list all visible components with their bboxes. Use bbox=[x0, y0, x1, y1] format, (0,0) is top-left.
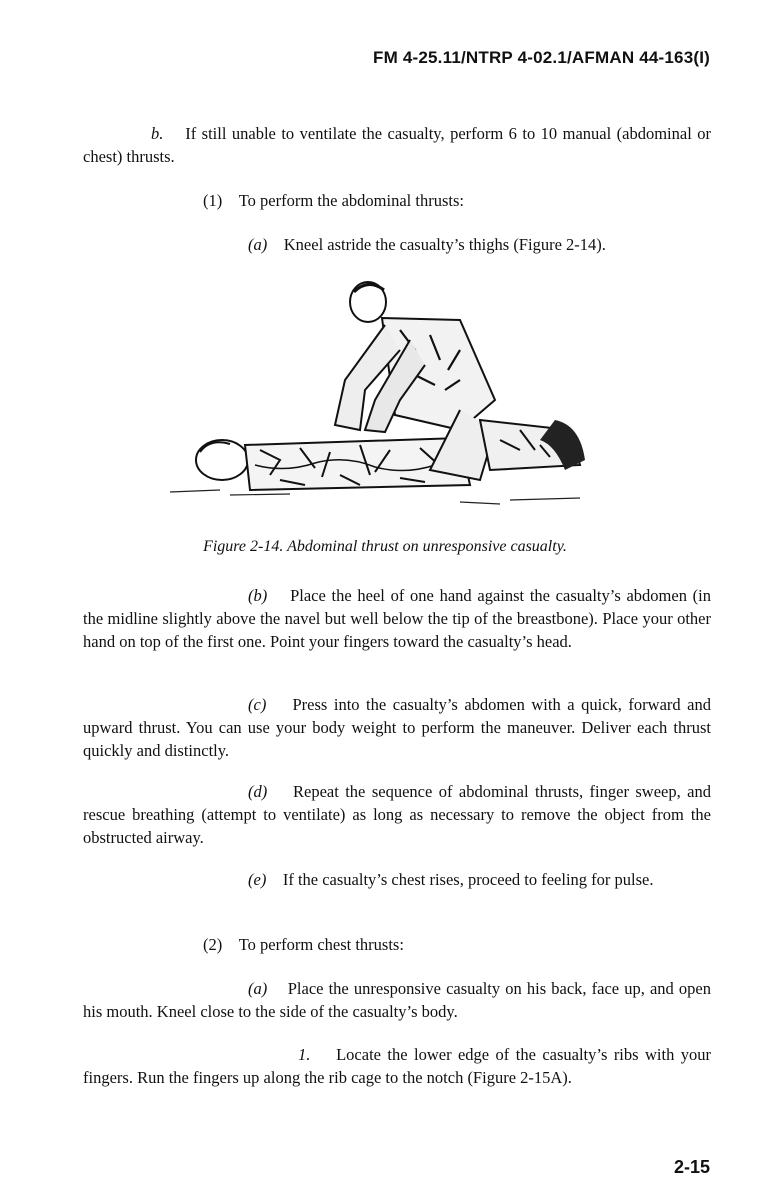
paragraph-1 bbox=[83, 189, 711, 212]
paragraph-b-text: If still unable to ventilate the casualty, perform 6 to 10 manual (abdominal or chest) thrusts. bbox=[83, 124, 712, 166]
paragraph-1e-text: If the casualty’s chest rises, proceed to feeling for pulse. bbox=[282, 870, 654, 889]
paragraph-2a1 bbox=[83, 1043, 711, 1089]
paragraph-2a-text: Place the unresponsive casualty on his back, face up, and open his mouth. Kneel close to the side of the casualty’s body. bbox=[83, 979, 711, 1021]
paragraph-1a-label: (a) bbox=[248, 235, 268, 254]
paragraph-1a-text: Kneel astride the casualty’s thighs (Figure 2-14). bbox=[283, 235, 606, 254]
paragraph-1e-label: (e) bbox=[248, 870, 267, 889]
paragraph-2-label: (2) bbox=[203, 935, 223, 954]
paragraph-1e bbox=[83, 868, 711, 891]
paragraph-1d-text: Repeat the sequence of abdominal thrusts, finger sweep, and rescue breathing (attempt to ventilate) as long as necessary to remove the object from the obstructed airway. bbox=[83, 782, 711, 847]
paragraph-2-text: To perform chest thrusts: bbox=[238, 935, 404, 954]
paragraph-1b-label: (b) bbox=[248, 586, 268, 605]
paragraph-2a1-text: Locate the lower edge of the casualty’s ribs with your fingers. Run the fingers up along the rib cage to the notch (Figure 2-15A). bbox=[83, 1045, 711, 1087]
paragraph-1a bbox=[83, 233, 711, 256]
casualty-figure bbox=[196, 438, 470, 490]
paragraph-1b-text: Place the heel of one hand against the casualty’s abdomen (in the midline slightly above the navel but well below the tip of the breastbone). Place your other hand on top of the first one. Point your fingers toward the casualty’s head. bbox=[83, 586, 711, 651]
paragraph-b-label: b. bbox=[151, 124, 164, 143]
paragraph-1d-label: (d) bbox=[248, 782, 268, 801]
paragraph-b bbox=[83, 122, 711, 168]
paragraph-2a bbox=[83, 977, 711, 1023]
paragraph-1d bbox=[83, 780, 711, 849]
running-header: FM 4-25.11/NTRP 4-02.1/AFMAN 44-163(I) bbox=[372, 48, 710, 67]
paragraph-1b bbox=[83, 584, 711, 653]
paragraph-1c-text: Press into the casualty’s abdomen with a quick, forward and upward thrust. You can use your body weight to perform the maneuver. Deliver each thrust quickly and distinctly. bbox=[83, 695, 712, 760]
abdominal-thrust-illustration bbox=[160, 280, 600, 525]
paragraph-2a1-label: 1. bbox=[298, 1045, 311, 1064]
figure-caption: Figure 2-14. Abdominal thrust on unresponsive casualty. bbox=[203, 538, 567, 555]
paragraph-1c-label: (c) bbox=[248, 695, 267, 714]
paragraph-2 bbox=[83, 933, 711, 956]
paragraph-1-label: (1) bbox=[203, 191, 223, 210]
paragraph-1-text: To perform the abdominal thrusts: bbox=[238, 191, 464, 210]
paragraph-1c bbox=[83, 693, 711, 762]
page-number: 2-15 bbox=[673, 1157, 710, 1177]
paragraph-2a-label: (a) bbox=[248, 979, 268, 998]
